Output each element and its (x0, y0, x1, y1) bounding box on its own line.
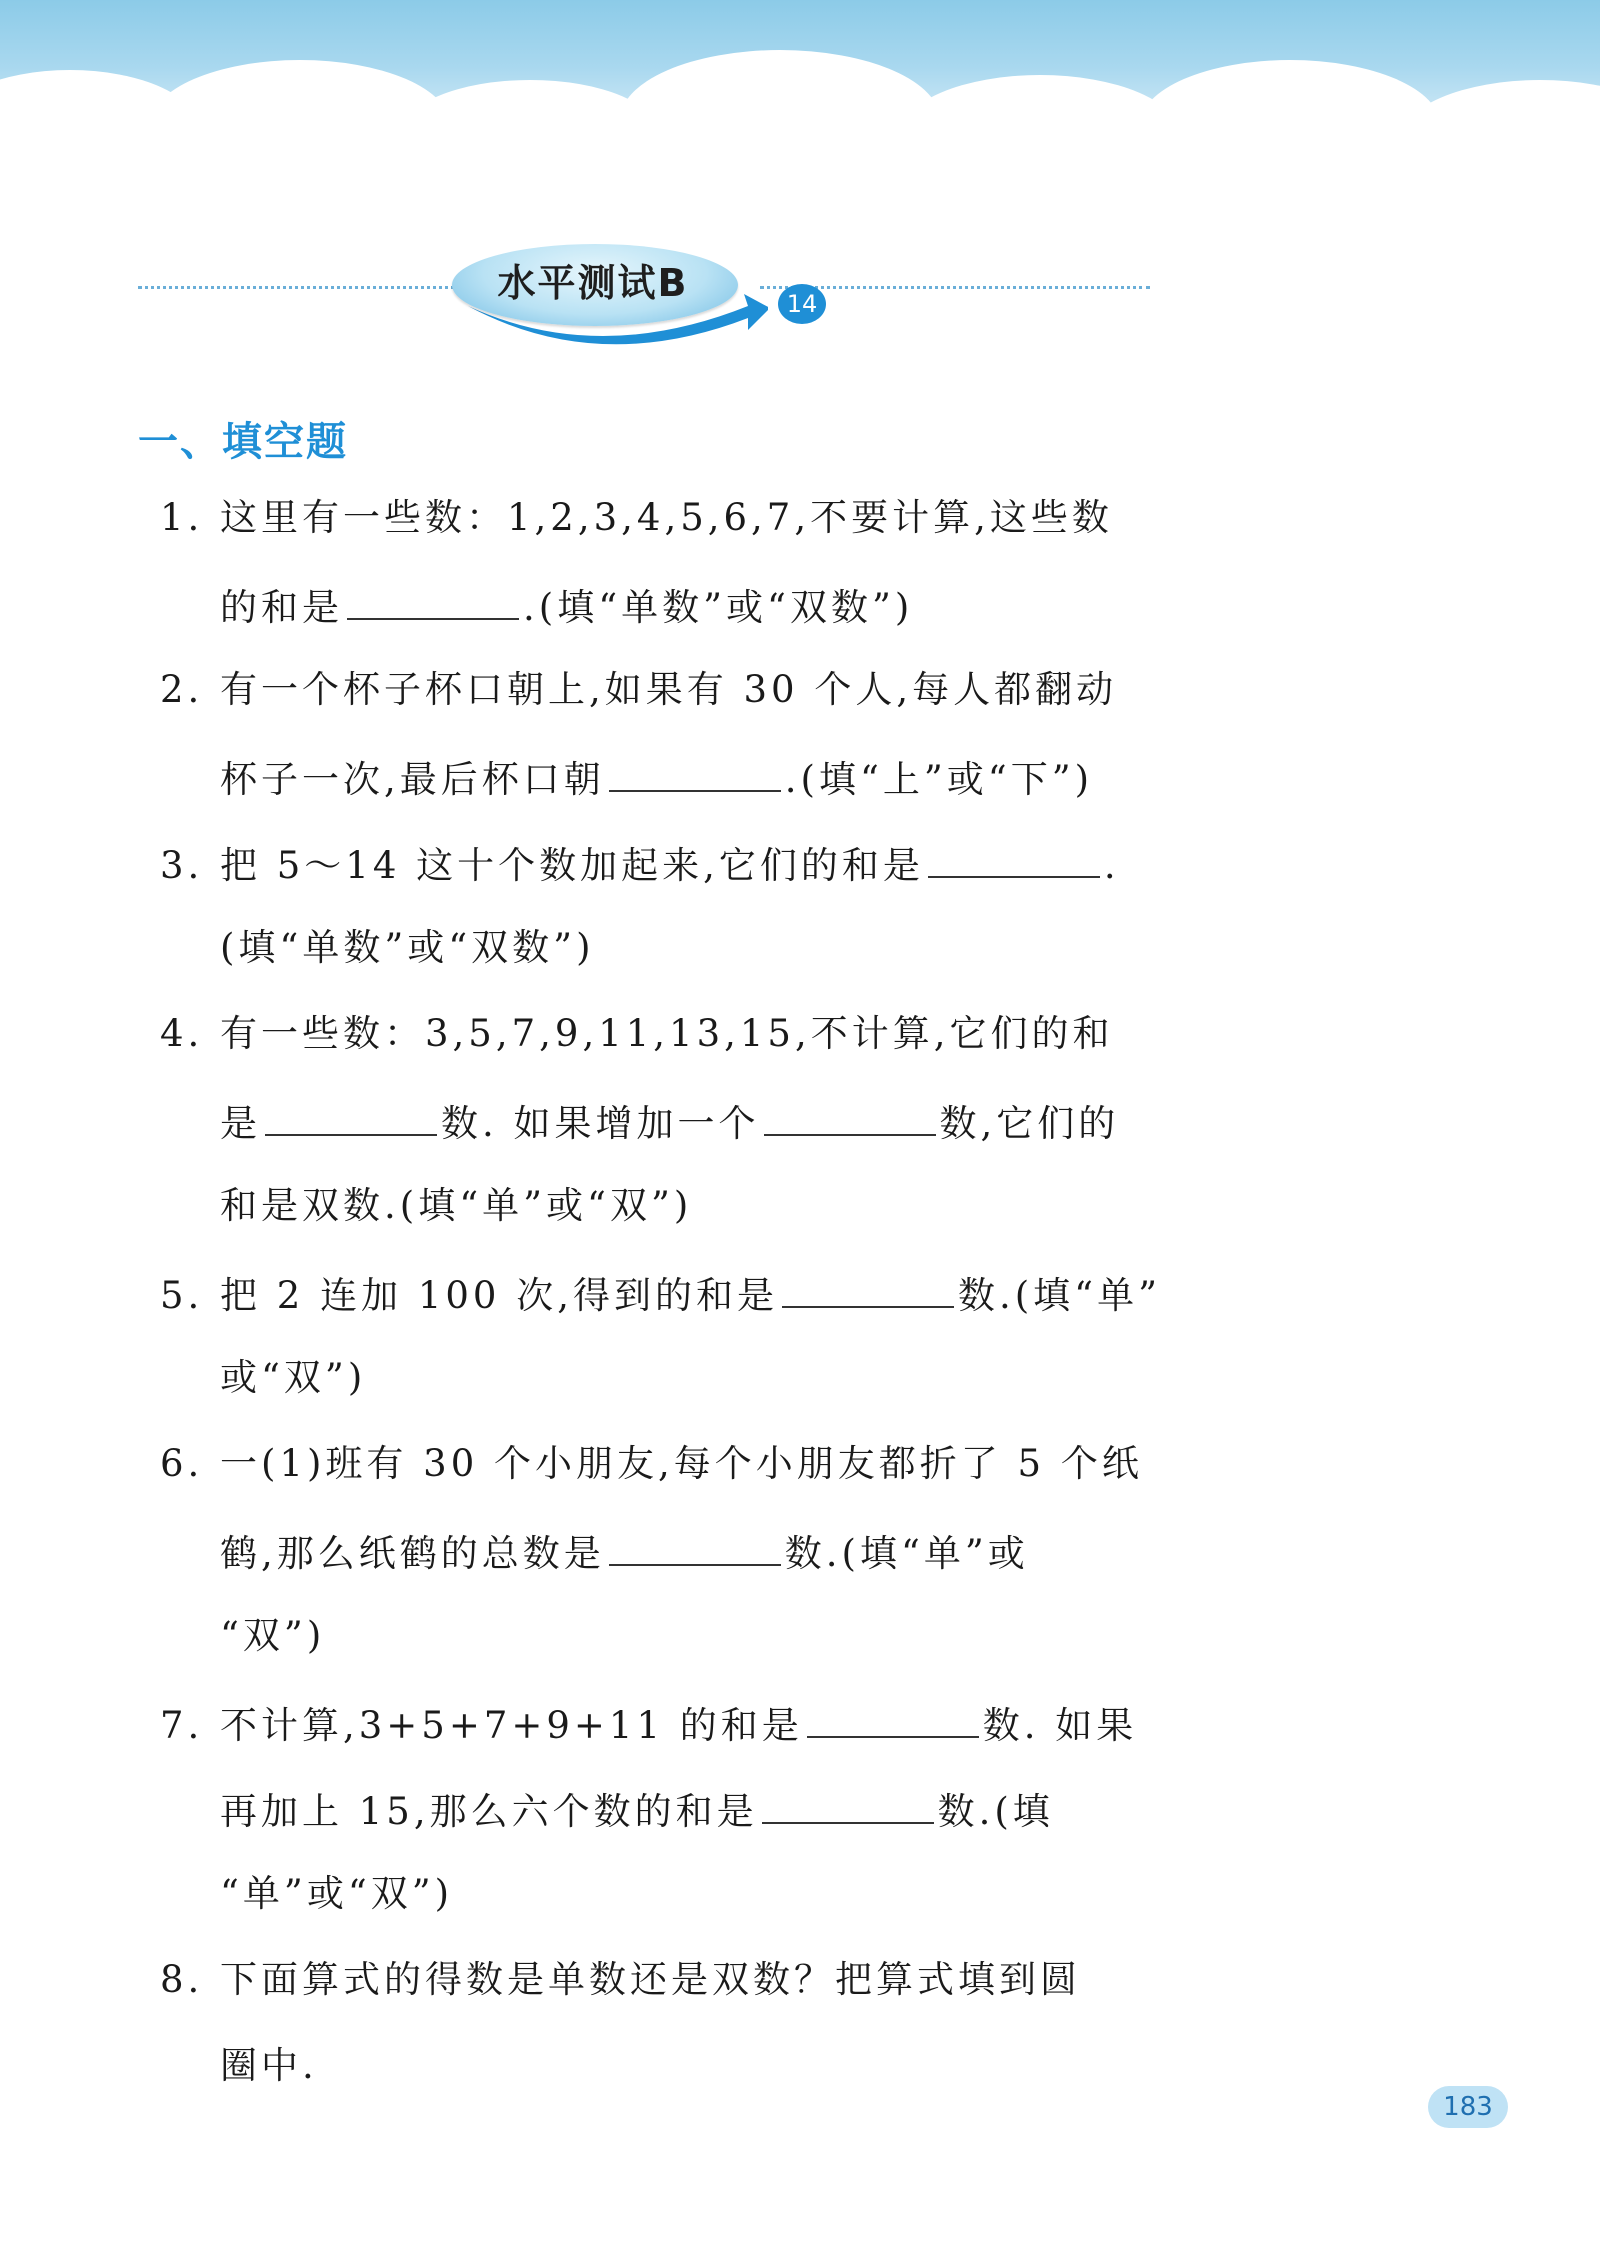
question-2-text-2: 杯子一次,最后杯口朝 (220, 758, 605, 801)
question-2-text: 有一个杯子杯口朝上,如果有 30 个人,每人都翻动 (220, 668, 1118, 711)
question-7-text: 不计算,3+5+7+9+11 的和是 (220, 1704, 803, 1747)
question-7-line-2 (220, 1786, 1054, 1834)
answer-blank[interactable] (609, 754, 781, 792)
section-heading: 一、填空题 (138, 419, 348, 465)
question-5-text: 把 2 连加 100 次,得到的和是 (220, 1274, 778, 1317)
question-2-hint: .(填“上”或“下”) (784, 758, 1094, 801)
answer-blank[interactable] (265, 1098, 437, 1136)
question-7-text-3: 再加上 15,那么六个数的和是 (220, 1790, 758, 1833)
question-7-text-2: 数. 如果 (982, 1704, 1138, 1747)
question-4-text: 有一些数：3,5,7,9,11,13,15,不计算,它们的和 (220, 1012, 1114, 1055)
question-3-number: 3. (160, 844, 204, 887)
question-3-period: . (1103, 844, 1120, 887)
question-6-text: 一(1)班有 30 个小朋友,每个小朋友都折了 5 个纸 (220, 1442, 1143, 1485)
question-3-text: 把 5～14 这十个数加起来,它们的和是 (220, 844, 924, 887)
question-6-number: 6. (160, 1442, 204, 1485)
question-6-line-3 (220, 1614, 325, 1658)
question-1-number: 1. (160, 496, 204, 539)
answer-blank[interactable] (782, 1270, 954, 1308)
answer-blank[interactable] (762, 1786, 934, 1824)
question-7-line-3 (220, 1872, 453, 1916)
question-4-line-2 (220, 1098, 1119, 1146)
question-5-line-1 (160, 1270, 1161, 1318)
question-6-line-1 (160, 1442, 1143, 1486)
answer-blank[interactable] (807, 1700, 979, 1738)
sky-header-decoration (0, 0, 1600, 150)
question-4-text-4: 数,它们的 (939, 1102, 1120, 1145)
answer-blank[interactable] (764, 1098, 936, 1136)
question-6-text-2: 鹤,那么纸鹤的总数是 (220, 1532, 605, 1575)
question-4-text-3: 数. 如果增加一个 (441, 1102, 760, 1145)
question-1-text: 这里有一些数：1,2,3,4,5,6,7,不要计算,这些数 (220, 496, 1113, 539)
question-4-text-2: 是 (220, 1102, 261, 1145)
question-8-line-1 (160, 1958, 1081, 2002)
question-2-line-1 (160, 668, 1117, 712)
question-3-line-2 (220, 926, 595, 970)
question-3-hint: (填“单数”或“双数”) (220, 926, 595, 969)
section-banner (448, 236, 748, 336)
question-5-number: 5. (160, 1274, 204, 1317)
question-8-line-2 (220, 2044, 318, 2088)
question-2-number: 2. (160, 668, 204, 711)
question-4-hint: 和是双数.(填“单”或“双”) (220, 1184, 693, 1227)
question-6-line-2 (220, 1528, 1029, 1576)
answer-blank[interactable] (928, 840, 1100, 878)
question-4-number: 4. (160, 1012, 204, 1055)
question-1-line-1 (160, 496, 1113, 540)
question-7-line-1 (160, 1700, 1137, 1748)
question-7-hint: “单”或“双”) (220, 1872, 454, 1915)
question-8-text-2: 圈中. (220, 2044, 318, 2087)
question-1-line-2 (220, 582, 913, 630)
banner-title: 水平测试B (497, 261, 689, 305)
question-6-hint: “双”) (220, 1614, 326, 1657)
question-3-line-1 (160, 840, 1120, 888)
question-5-line-2 (220, 1356, 366, 1400)
question-4-line-1 (160, 1012, 1114, 1056)
question-6-text-3: 数.(填“单”或 (784, 1532, 1029, 1575)
question-7-text-4: 数.(填 (937, 1790, 1054, 1833)
question-5-hint: 或“双”) (220, 1356, 367, 1399)
question-8-text: 下面算式的得数是单数还是双数？把算式填到圆 (220, 1958, 1081, 2001)
banner-dotted-rule-left (138, 286, 468, 289)
question-4-line-3 (220, 1184, 692, 1228)
question-8-number: 8. (160, 1958, 204, 2001)
question-1-text-2: 的和是 (220, 586, 343, 629)
answer-blank[interactable] (347, 582, 519, 620)
question-1-hint: .(填“单数”或“双数”) (523, 586, 914, 629)
question-2-line-2 (220, 754, 1093, 802)
answer-blank[interactable] (609, 1528, 781, 1566)
banner-number-badge: 14 (778, 284, 826, 324)
page-number: 183 (1428, 2086, 1508, 2128)
question-7-number: 7. (160, 1704, 204, 1747)
question-5-text-2: 数.(填“单” (957, 1274, 1161, 1317)
